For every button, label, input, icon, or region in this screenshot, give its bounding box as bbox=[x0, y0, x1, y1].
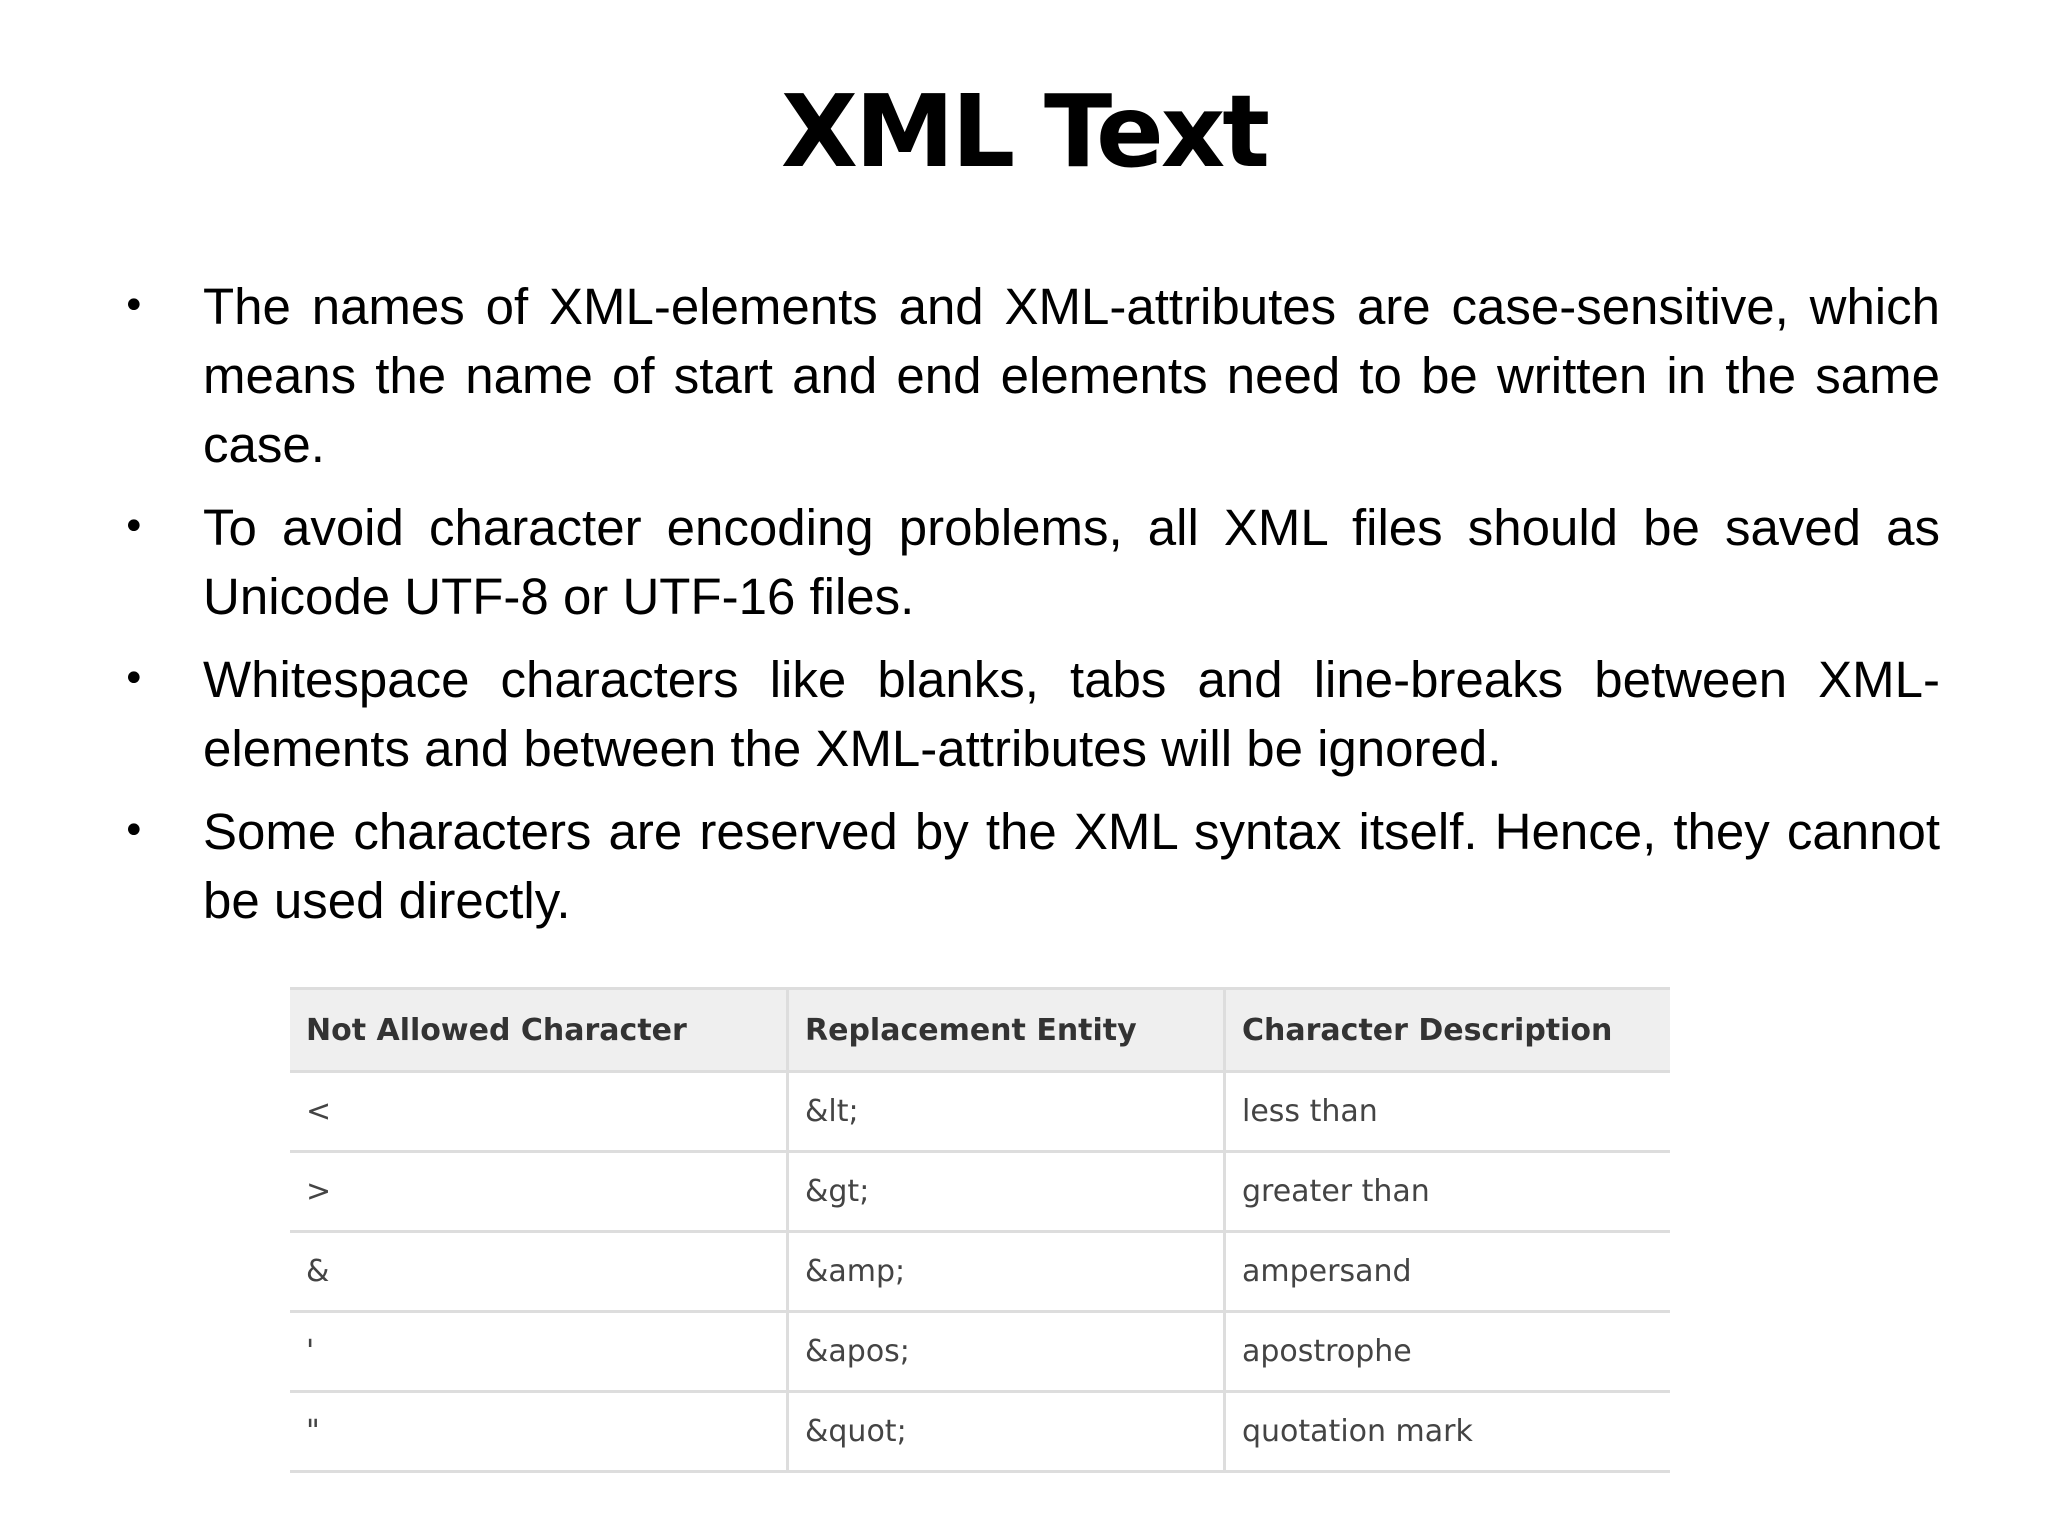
cell-character: ' bbox=[290, 1312, 788, 1392]
cell-entity: &apos; bbox=[788, 1312, 1225, 1392]
bullet-text: The names of XML-elements and XML-attributes are case-sensitive, which means the name of start and end elements need to be written in the same case. bbox=[203, 278, 1940, 473]
cell-character: " bbox=[290, 1392, 788, 1472]
cell-entity: &gt; bbox=[788, 1152, 1225, 1232]
bullet-item bbox=[120, 797, 1940, 935]
bullet-icon: • bbox=[122, 656, 146, 702]
table-row bbox=[290, 1072, 1670, 1152]
bullet-text: Whitespace characters like blanks, tabs and line-breaks between XML-elements and between the XML-attributes will be ignored. bbox=[203, 651, 1940, 777]
table-row bbox=[290, 1232, 1670, 1312]
bullet-item bbox=[120, 493, 1940, 631]
cell-description: quotation mark bbox=[1225, 1392, 1671, 1472]
cell-character: < bbox=[290, 1072, 788, 1152]
cell-entity: &lt; bbox=[788, 1072, 1225, 1152]
bullet-list bbox=[120, 272, 1940, 949]
entity-table bbox=[290, 987, 1670, 1473]
cell-entity: &amp; bbox=[788, 1232, 1225, 1312]
cell-description: ampersand bbox=[1225, 1232, 1671, 1312]
cell-description: greater than bbox=[1225, 1152, 1671, 1232]
cell-description: apostrophe bbox=[1225, 1312, 1671, 1392]
table-header-row bbox=[290, 989, 1670, 1072]
bullet-text: To avoid character encoding problems, all XML files should be saved as Unicode UTF-8 or UTF-16 files. bbox=[203, 499, 1940, 625]
bullet-item bbox=[120, 272, 1940, 479]
cell-description: less than bbox=[1225, 1072, 1671, 1152]
bullet-item bbox=[120, 645, 1940, 783]
header-replacement-entity: Replacement Entity bbox=[788, 989, 1225, 1072]
table-row bbox=[290, 1152, 1670, 1232]
table-row bbox=[290, 1312, 1670, 1392]
table-row bbox=[290, 1392, 1670, 1472]
bullet-icon: • bbox=[122, 283, 146, 329]
cell-character: & bbox=[290, 1232, 788, 1312]
cell-character: > bbox=[290, 1152, 788, 1232]
header-character-description: Character Description bbox=[1225, 989, 1671, 1072]
cell-entity: &quot; bbox=[788, 1392, 1225, 1472]
header-not-allowed-character: Not Allowed Character bbox=[290, 989, 788, 1072]
bullet-icon: • bbox=[122, 808, 146, 854]
bullet-text: Some characters are reserved by the XML syntax itself. Hence, they cannot be used directly. bbox=[203, 803, 1940, 929]
bullet-icon: • bbox=[122, 504, 146, 550]
slide-title: XML Text bbox=[780, 73, 1268, 190]
